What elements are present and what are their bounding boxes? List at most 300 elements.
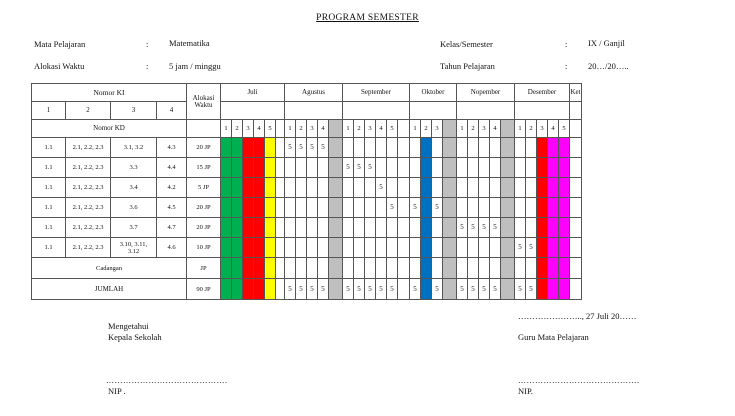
separator-col [329, 279, 343, 300]
week-cell [254, 178, 265, 198]
month-subheader [410, 102, 457, 120]
alokasi-cell: 5 JP [187, 178, 221, 198]
separator-col [276, 279, 285, 300]
week-cell [479, 258, 490, 279]
week-cell [254, 138, 265, 158]
week-cell [376, 158, 387, 178]
separator-col [276, 218, 285, 238]
separator-col [501, 258, 515, 279]
table-row [32, 120, 582, 138]
week-mark: 5 [432, 279, 443, 300]
colon: : [565, 61, 568, 71]
month-subheader [515, 102, 570, 120]
week-mark: 5 [410, 279, 421, 300]
table-row [32, 218, 582, 238]
ki1-cell: 1.1 [32, 178, 66, 198]
ki1-cell: 1.1 [32, 238, 66, 258]
week-number: 2 [354, 120, 365, 138]
week-cell [254, 279, 265, 300]
table-row [32, 84, 582, 102]
week-cell [296, 198, 307, 218]
week-cell [410, 258, 421, 279]
separator-col [398, 258, 410, 279]
nip-kepala: NIP . [108, 386, 126, 396]
separator-col [501, 218, 515, 238]
ki4-cell: 4.6 [157, 238, 187, 258]
week-cell [490, 178, 501, 198]
week-mark: 5 [457, 279, 468, 300]
separator-col [329, 120, 343, 138]
week-mark: 5 [285, 279, 296, 300]
separator-col [501, 138, 515, 158]
week-cell [468, 178, 479, 198]
week-cell [537, 258, 548, 279]
week-cell [265, 178, 276, 198]
separator-col [329, 178, 343, 198]
colon: : [146, 39, 149, 49]
separator-col [398, 120, 410, 138]
week-mark: 5 [468, 218, 479, 238]
week-mark: 5 [296, 279, 307, 300]
week-cell [376, 258, 387, 279]
separator-col [276, 138, 285, 158]
colon: : [565, 39, 568, 49]
week-cell [387, 158, 398, 178]
guru-label: Guru Mata Pelajaran [518, 332, 589, 342]
week-cell [410, 158, 421, 178]
week-cell [307, 158, 318, 178]
week-cell [526, 178, 537, 198]
week-number: 5 [387, 120, 398, 138]
separator-col [398, 218, 410, 238]
month-subheader [343, 102, 410, 120]
month-header-desember: Desember [515, 84, 570, 102]
week-cell [221, 158, 232, 178]
separator-col [329, 138, 343, 158]
month-header-september: September [343, 84, 410, 102]
week-mark: 5 [515, 279, 526, 300]
cadangan-label: Cadangan [32, 258, 187, 279]
week-mark: 5 [365, 158, 376, 178]
separator-col [443, 198, 457, 218]
ki1-cell: 1.1 [32, 138, 66, 158]
week-number: 4 [490, 120, 501, 138]
week-cell [254, 218, 265, 238]
week-cell [526, 138, 537, 158]
week-cell [490, 158, 501, 178]
week-mark: 5 [387, 279, 398, 300]
week-cell [232, 279, 243, 300]
mengetahui-label: Mengetahui [108, 321, 149, 331]
week-cell [376, 218, 387, 238]
week-cell [243, 238, 254, 258]
week-cell [421, 198, 432, 218]
separator-col [276, 198, 285, 218]
week-cell [285, 218, 296, 238]
separator-col [398, 198, 410, 218]
week-number: 5 [265, 120, 276, 138]
table-row [32, 102, 582, 120]
week-cell [307, 218, 318, 238]
week-cell [307, 198, 318, 218]
week-cell [265, 198, 276, 218]
week-cell [387, 258, 398, 279]
week-cell [232, 218, 243, 238]
week-number: 2 [468, 120, 479, 138]
week-number: 4 [254, 120, 265, 138]
ki4-cell: 4.5 [157, 198, 187, 218]
ki-number-3: 3 [111, 102, 157, 120]
week-cell [548, 218, 559, 238]
week-cell [365, 258, 376, 279]
week-number: 4 [376, 120, 387, 138]
week-cell [221, 198, 232, 218]
ki1-cell: 1.1 [32, 158, 66, 178]
alokasi-label: Alokasi Waktu [34, 61, 85, 71]
week-cell [526, 158, 537, 178]
separator-col [443, 279, 457, 300]
week-cell [548, 238, 559, 258]
week-cell [515, 178, 526, 198]
week-cell [468, 198, 479, 218]
week-mark: 5 [376, 279, 387, 300]
separator-col [276, 158, 285, 178]
month-header-nopember: Nopember [457, 84, 515, 102]
week-cell [410, 218, 421, 238]
week-cell [548, 198, 559, 218]
cadangan-alokasi: JP [187, 258, 221, 279]
alokasi-value: 5 jam / minggu [169, 61, 221, 71]
week-mark: 5 [432, 198, 443, 218]
week-cell [559, 198, 570, 218]
week-cell [296, 258, 307, 279]
ki1-cell: 1.1 [32, 198, 66, 218]
week-cell [526, 198, 537, 218]
week-cell [548, 258, 559, 279]
table-row [32, 279, 582, 300]
week-cell [410, 238, 421, 258]
week-cell [354, 178, 365, 198]
week-mark: 5 [285, 138, 296, 158]
week-cell [410, 178, 421, 198]
week-cell [537, 158, 548, 178]
week-cell [354, 198, 365, 218]
week-mark: 5 [318, 279, 329, 300]
week-cell [490, 138, 501, 158]
week-cell [318, 238, 329, 258]
nomor-kd-header: Nomor KD [32, 120, 187, 138]
week-cell [421, 238, 432, 258]
week-cell [387, 178, 398, 198]
separator-col [276, 178, 285, 198]
week-cell [365, 138, 376, 158]
week-mark: 5 [343, 158, 354, 178]
week-number: 4 [318, 120, 329, 138]
week-cell [548, 158, 559, 178]
week-cell [559, 158, 570, 178]
week-mark: 5 [296, 138, 307, 158]
ket-cell [570, 138, 582, 158]
ket-cell [570, 258, 582, 279]
week-cell [537, 238, 548, 258]
week-cell [432, 178, 443, 198]
week-cell [221, 258, 232, 279]
week-number: 3 [243, 120, 254, 138]
week-cell [421, 258, 432, 279]
week-cell [243, 218, 254, 238]
alokasi-cell: 20 JP [187, 138, 221, 158]
ki2-cell: 2.1, 2.2, 2.3 [66, 198, 111, 218]
ki-number-4: 4 [157, 102, 187, 120]
separator-col [443, 218, 457, 238]
week-cell [559, 138, 570, 158]
ki-number-1: 1 [32, 102, 66, 120]
separator-col [501, 178, 515, 198]
week-number: 2 [526, 120, 537, 138]
week-cell [221, 279, 232, 300]
week-cell [559, 279, 570, 300]
week-cell [232, 198, 243, 218]
separator-col [398, 158, 410, 178]
week-cell [526, 258, 537, 279]
week-cell [421, 178, 432, 198]
separator-col [501, 279, 515, 300]
week-cell [354, 138, 365, 158]
week-cell [468, 258, 479, 279]
separator-col [443, 258, 457, 279]
week-cell [432, 158, 443, 178]
ki2-cell: 2.1, 2.2, 2.3 [66, 218, 111, 238]
week-cell [457, 178, 468, 198]
ki-number-2: 2 [66, 102, 111, 120]
week-number: 3 [537, 120, 548, 138]
week-cell [232, 138, 243, 158]
separator-col [501, 158, 515, 178]
week-cell [432, 218, 443, 238]
table-row [32, 258, 582, 279]
ki3-cell: 3.6 [111, 198, 157, 218]
week-mark: 5 [354, 158, 365, 178]
week-cell [526, 218, 537, 238]
week-cell [365, 178, 376, 198]
ki3-cell: 3.4 [111, 178, 157, 198]
month-subheader [221, 102, 285, 120]
ki2-cell: 2.1, 2.2, 2.3 [66, 178, 111, 198]
week-cell [243, 138, 254, 158]
week-number: 1 [410, 120, 421, 138]
week-cell [354, 238, 365, 258]
program-semester-table [31, 83, 582, 300]
week-cell [296, 238, 307, 258]
separator-col [276, 238, 285, 258]
week-cell [421, 138, 432, 158]
week-cell [318, 178, 329, 198]
week-cell [221, 138, 232, 158]
ket-cell [570, 218, 582, 238]
week-cell [265, 258, 276, 279]
separator-col [443, 138, 457, 158]
week-cell [490, 238, 501, 258]
week-cell [243, 258, 254, 279]
ki4-cell: 4.3 [157, 138, 187, 158]
date-line: ………………….., 27 Juli 20…… [518, 311, 637, 321]
separator-col [329, 238, 343, 258]
separator-col [398, 238, 410, 258]
ki3-cell: 3.1, 3.2 [111, 138, 157, 158]
month-header-juli: Juli [221, 84, 285, 102]
week-cell [490, 258, 501, 279]
week-cell [537, 218, 548, 238]
alokasi-cell: 15 JP [187, 158, 221, 178]
week-cell [254, 198, 265, 218]
week-number: 1 [515, 120, 526, 138]
nomor-ki-header: Nomor KI [32, 84, 187, 102]
week-cell [285, 198, 296, 218]
week-number: 3 [365, 120, 376, 138]
week-cell [387, 218, 398, 238]
week-cell [354, 218, 365, 238]
week-cell [232, 258, 243, 279]
week-number: 1 [457, 120, 468, 138]
week-cell [457, 238, 468, 258]
ket-subheader [570, 102, 582, 120]
week-cell [479, 198, 490, 218]
week-cell [537, 198, 548, 218]
week-cell [254, 238, 265, 258]
week-cell [515, 158, 526, 178]
separator-col [329, 158, 343, 178]
ket-header: Ket [570, 84, 582, 102]
week-number: 1 [221, 120, 232, 138]
week-cell [296, 158, 307, 178]
week-number: 3 [432, 120, 443, 138]
mapel-label: Mata Pelajaran [34, 39, 86, 49]
table-row [32, 198, 582, 218]
separator-col [329, 258, 343, 279]
week-cell [421, 279, 432, 300]
week-cell [307, 258, 318, 279]
separator-col [443, 158, 457, 178]
alokasi-waktu-header: Alokasi Waktu [187, 84, 221, 120]
week-cell [318, 158, 329, 178]
kelas-label: Kelas/Semester [440, 39, 493, 49]
week-cell [376, 238, 387, 258]
week-cell [432, 138, 443, 158]
week-mark: 5 [457, 218, 468, 238]
week-cell [479, 158, 490, 178]
ket-cell [570, 158, 582, 178]
alokasi-cell: 10 JP [187, 238, 221, 258]
week-mark: 5 [526, 238, 537, 258]
mapel-value: Matematika [169, 38, 210, 48]
week-cell [515, 138, 526, 158]
signature-line-guru: ……………………………………. [518, 376, 640, 385]
week-number: 2 [296, 120, 307, 138]
week-cell [343, 238, 354, 258]
week-mark: 5 [307, 279, 318, 300]
separator-col [501, 120, 515, 138]
week-cell [365, 238, 376, 258]
week-cell [421, 158, 432, 178]
week-mark: 5 [387, 198, 398, 218]
week-cell [387, 238, 398, 258]
separator-col [276, 120, 285, 138]
ki4-cell: 4.4 [157, 158, 187, 178]
week-cell [232, 158, 243, 178]
week-cell [537, 138, 548, 158]
week-cell [265, 279, 276, 300]
table-row [32, 158, 582, 178]
separator-col [501, 238, 515, 258]
week-cell [243, 178, 254, 198]
page-title: PROGRAM SEMESTER [316, 13, 419, 23]
week-mark: 5 [468, 279, 479, 300]
week-mark: 5 [526, 279, 537, 300]
week-cell [468, 238, 479, 258]
week-mark: 5 [365, 279, 376, 300]
ki3-cell: 3.10, 3.11, 3.12 [111, 238, 157, 258]
week-cell [548, 279, 559, 300]
separator-col [443, 120, 457, 138]
week-mark: 5 [376, 178, 387, 198]
signature-line-kepala: ……………………………………. [106, 376, 228, 385]
week-cell [285, 158, 296, 178]
week-cell [387, 138, 398, 158]
tahun-label: Tahun Pelajaran [440, 61, 495, 71]
week-cell [537, 178, 548, 198]
week-cell [559, 258, 570, 279]
week-cell [232, 178, 243, 198]
week-cell [515, 198, 526, 218]
week-cell [243, 198, 254, 218]
week-number: 1 [343, 120, 354, 138]
week-cell [479, 138, 490, 158]
week-cell [410, 138, 421, 158]
ki2-cell: 2.1, 2.2, 2.3 [66, 158, 111, 178]
week-mark: 5 [318, 138, 329, 158]
week-cell [457, 258, 468, 279]
month-subheader [285, 102, 343, 120]
week-mark: 5 [479, 218, 490, 238]
week-cell [479, 178, 490, 198]
week-cell [221, 238, 232, 258]
week-cell [421, 218, 432, 238]
week-cell [537, 279, 548, 300]
week-cell [254, 258, 265, 279]
week-number: 3 [307, 120, 318, 138]
ki4-cell: 4.2 [157, 178, 187, 198]
ki4-cell: 4.7 [157, 218, 187, 238]
week-cell [254, 158, 265, 178]
ki3-cell: 3.3 [111, 158, 157, 178]
ket-cell [570, 178, 582, 198]
month-header-agustus: Agustus [285, 84, 343, 102]
ki3-cell: 3.7 [111, 218, 157, 238]
week-cell [468, 138, 479, 158]
week-number: 3 [479, 120, 490, 138]
week-cell [307, 178, 318, 198]
week-cell [318, 258, 329, 279]
table-row [32, 138, 582, 158]
table-row [32, 178, 582, 198]
week-cell [343, 258, 354, 279]
week-cell [243, 279, 254, 300]
week-cell [343, 178, 354, 198]
week-cell [457, 138, 468, 158]
week-cell [343, 198, 354, 218]
week-cell [548, 138, 559, 158]
jumlah-label: JUMLAH [32, 279, 187, 300]
